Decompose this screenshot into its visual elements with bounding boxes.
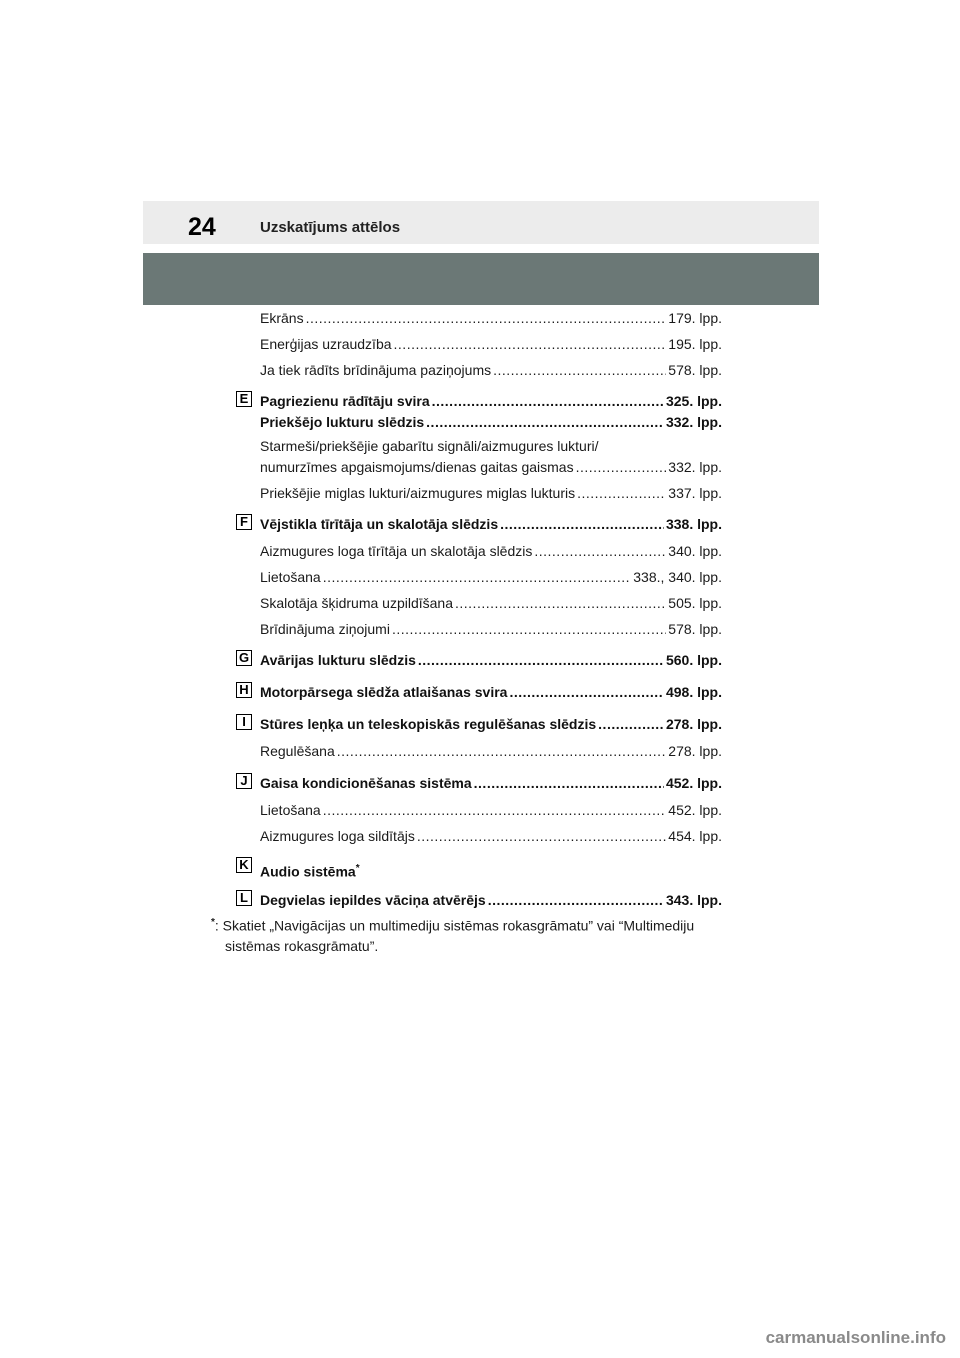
leader-dots [323,802,667,819]
entry-page: 452. lpp. [668,802,722,818]
toc-entry-washer-fluid[interactable] [260,595,722,612]
toc-entry-fuel-door-opener[interactable] [260,892,722,909]
entry-page: 338., 340. lpp. [633,569,722,585]
toc-entry-warning-messages[interactable] [260,621,722,638]
toc-entry-headlight-switch[interactable] [260,414,722,431]
entry-text: Aizmugures loga tīrītāja un skalotāja slēdzis [260,543,533,559]
leader-dots [509,684,664,701]
toc-entry-steering-adjust[interactable] [260,716,722,733]
entry-text: Gaisa kondicionēšanas sistēma [260,775,472,791]
leader-dots [394,336,667,353]
leader-dots [474,775,664,792]
entry-page: 195. lpp. [668,336,722,352]
toc-entry-hazard-switch[interactable] [260,652,722,669]
entry-text: Pagriezienu rādītāju svira [260,393,430,409]
entry-text-line1: Starmeši/priekšējie gabarītu signāli/aizmugures lukturi/ [260,438,599,454]
entry-page: 325. lpp. [665,393,722,409]
entry-page: 343. lpp. [665,892,722,908]
marker-i: I [236,714,252,730]
toc-entry-ac-operation[interactable] [260,802,722,819]
toc-entry-warning-message[interactable] [260,362,722,379]
entry-text: Avārijas lukturu slēdzis [260,652,416,668]
entry-text: Regulēšana [260,743,335,759]
leader-dots [417,828,666,845]
leader-dots [534,543,666,560]
page-number: 24 [188,213,216,241]
toc-entry-wiper-operation[interactable] [260,569,722,586]
leader-dots [576,459,667,476]
leader-dots [323,569,632,586]
footnote-mark: * [355,863,360,874]
entry-page: 452. lpp. [665,775,722,791]
toc-entry-turn-signal-lever[interactable] [260,393,722,410]
entry-page: 340. lpp. [668,543,722,559]
entry-text: Priekšējie miglas lukturi/aizmugures miglas lukturis [260,485,576,501]
marker-g: G [236,650,252,666]
footnote [211,913,751,956]
toc-entry-audio-system[interactable] [260,860,722,881]
toc-entry-hood-release[interactable] [260,684,722,701]
footnote-text: : Skatiet „Navigācijas un multimediju sistēmas rokasgrāmatu” vai “Multimediju sistēmas rokasgrāmatu”. [214,917,695,954]
entry-page: 505. lpp. [668,595,722,611]
leader-dots [392,621,666,638]
entry-page: 278. lpp. [665,716,722,732]
toc-entry-fog-lights[interactable] [260,485,722,502]
marker-k: K [236,857,252,873]
leader-dots [598,716,664,733]
marker-l: L [236,890,252,906]
entry-page: 498. lpp. [665,684,722,700]
watermark: carmanualsonline.info [765,1328,946,1347]
marker-f: F [236,514,252,530]
toc-entry-adjustment[interactable] [260,743,722,760]
entry-text: Lietošana [260,802,321,818]
entry-text: Stūres leņķa un teleskopiskās regulēšanas slēdzis [260,716,597,732]
leader-dots [488,892,664,909]
entry-page: 337. lpp. [668,485,722,501]
entry-text: Degvielas iepildes vāciņa atvērējs [260,892,486,908]
marker-h: H [236,682,252,698]
entry-text: Audio sistēma [260,863,356,880]
entry-text: numurzīmes apgaismojums/dienas gaitas gaismas [260,459,574,475]
section-band [143,253,819,305]
entry-text: Aizmugures loga sildītājs [260,828,415,844]
entry-text: Enerģijas uzraudzība [260,336,392,352]
header-title: Uzskatījums attēlos [260,219,401,236]
toc-entry-lights-combo[interactable] [260,459,722,476]
entry-text: Ja tiek rādīts brīdinājuma paziņojums [260,362,492,378]
entry-page: 278. lpp. [668,743,722,759]
entry-page: 332. lpp. [665,414,722,430]
entry-page: 332. lpp. [668,459,722,475]
leader-dots [426,414,664,431]
entry-text: Lietošana [260,569,321,585]
toc-entry-rear-wiper-switch[interactable] [260,543,722,560]
toc-entry-wiper-switch[interactable] [260,516,722,533]
entry-text: Priekšējo lukturu slēdzis [260,414,425,430]
entry-text: Ekrāns [260,310,304,326]
marker-j: J [236,773,252,789]
marker-e: E [236,391,252,407]
toc-entry-energy-monitor[interactable] [260,336,722,353]
toc-entry-ekrans[interactable] [260,310,722,327]
footnote-asterisk: * [211,917,215,928]
entry-page: 454. lpp. [668,828,722,844]
leader-dots [432,393,664,410]
entry-page: 578. lpp. [668,362,722,378]
leader-dots [418,652,664,669]
leader-dots [500,516,664,533]
entry-text: Motorpārsega slēdža atlaišanas svira [260,684,508,700]
entry-text: Skalotāja šķidruma uzpildīšana [260,595,453,611]
entry-page: 578. lpp. [668,621,722,637]
entry-text: Brīdinājuma ziņojumi [260,621,390,637]
entry-page: 560. lpp. [665,652,722,668]
entry-page: 179. lpp. [668,310,722,326]
leader-dots [306,310,667,327]
entry-text: Vējstikla tīrītāja un skalotāja slēdzis [260,516,499,532]
leader-dots [337,743,667,760]
leader-dots [455,595,666,612]
header-bar [143,201,819,244]
toc-entry-rear-defogger[interactable] [260,828,722,845]
leader-dots [577,485,666,502]
toc-entry-air-conditioning[interactable] [260,775,722,792]
leader-dots [493,362,666,379]
entry-page: 338. lpp. [665,516,722,532]
